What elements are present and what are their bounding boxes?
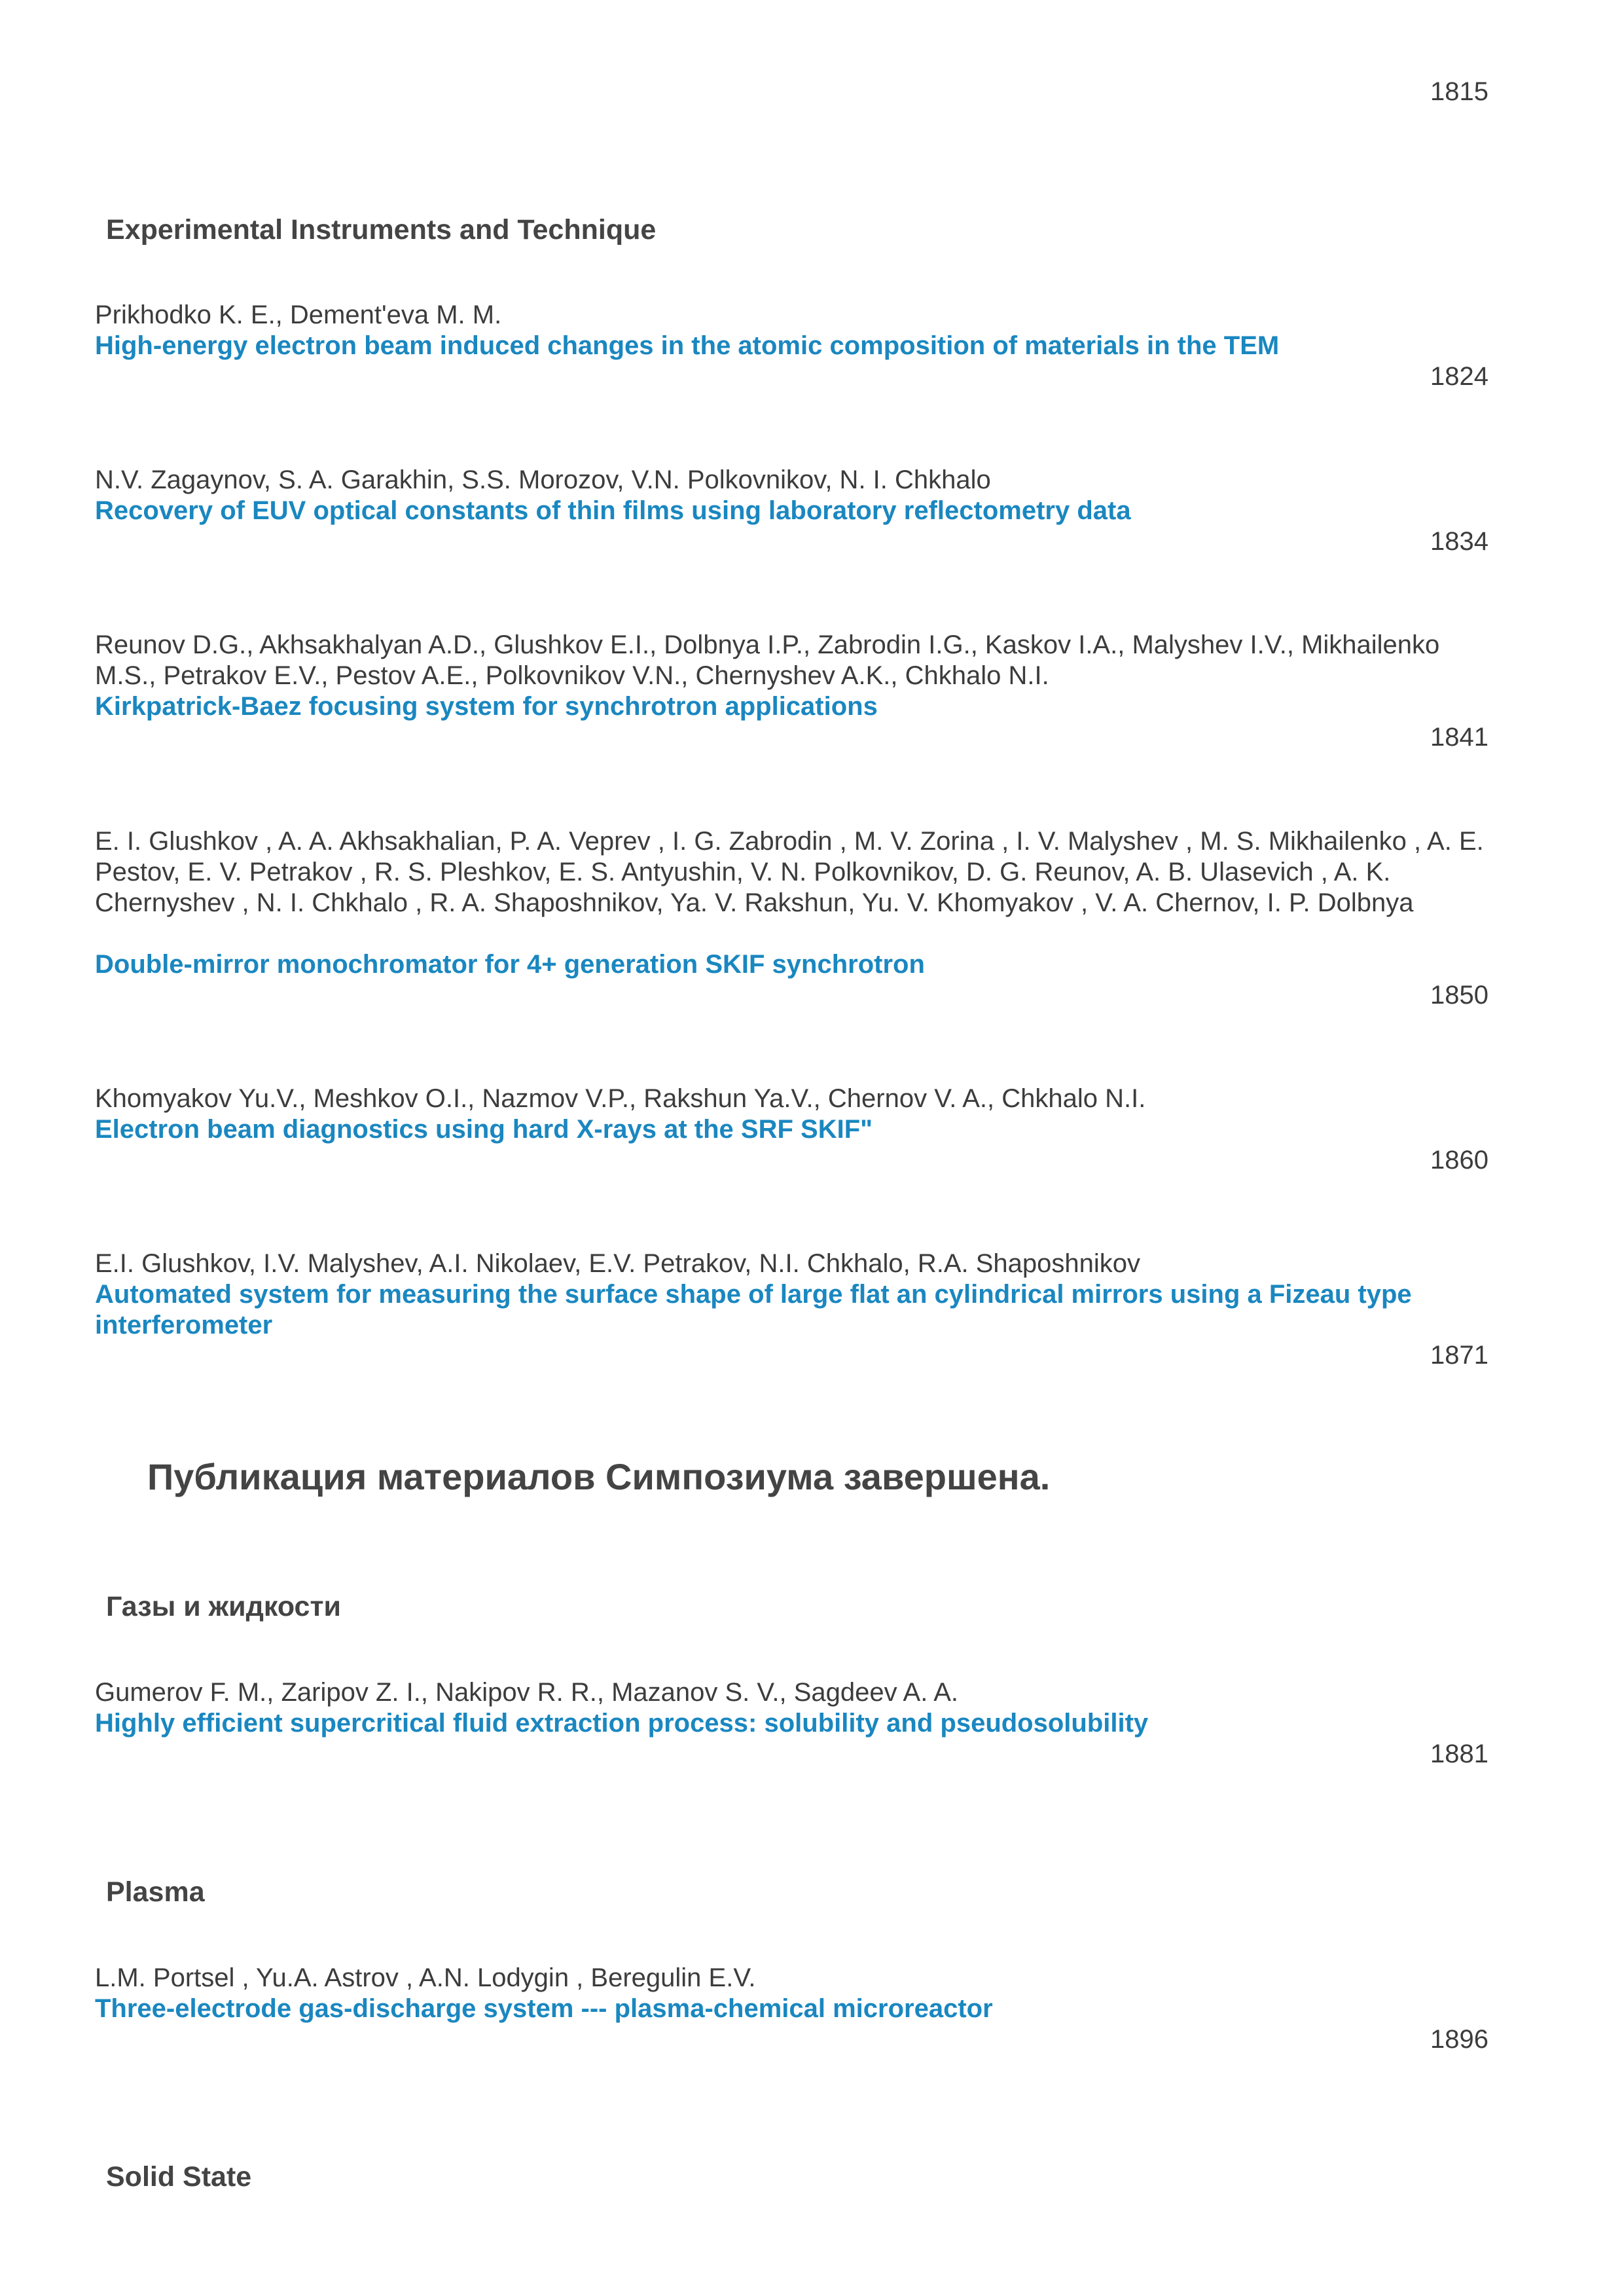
entry-authors: Reunov D.G., Akhsakhalyan A.D., Glushkov E.I., Dolbnya I.P., Zabrodin I.G., Kaskov I.A., Malyshev I.V., Mikhailenko M.S., Petrakov E.V., Pestov A.E., Polkovnikov V.N., Chernyshev A.K., Chkhalo N.I. bbox=[95, 630, 1440, 690]
entry-authors: L.M. Portsel , Yu.A. Astrov , A.N. Lodygin , Beregulin E.V. bbox=[95, 1963, 756, 1992]
entry-title-link[interactable]: Automated system for measuring the surface shape of large flat an cylindrical mirrors using a Fizeau type interferometer bbox=[95, 1280, 1412, 1339]
completion-notice: Публикация материалов Симпозиума завершена. bbox=[147, 1456, 1051, 1497]
entry-authors: N.V. Zagaynov, S. A. Garakhin, S.S. Morozov, V.N. Polkovnikov, N. I. Chkhalo bbox=[95, 465, 991, 494]
page-number-top: 1815 bbox=[1430, 77, 1488, 106]
entry-authors: E.I. Glushkov, I.V. Malyshev, A.I. Nikolaev, E.V. Petrakov, N.I. Chkhalo, R.A. Shaposhnikov bbox=[95, 1249, 1141, 1278]
entry-page-number: 1896 bbox=[1430, 2025, 1488, 2054]
entry-authors: Prikhodko K. E., Dement'eva M. M. bbox=[95, 301, 502, 329]
entry-page-number: 1824 bbox=[1430, 362, 1488, 391]
entry-title-link[interactable]: Electron beam diagnostics using hard X-rays at the SRF SKIF" bbox=[95, 1115, 873, 1144]
section-heading-plasma: Plasma bbox=[106, 1876, 205, 1908]
entry-title-link[interactable]: Three-electrode gas-discharge system --- plasma-chemical microreactor bbox=[95, 1994, 993, 2023]
entry-page-number: 1860 bbox=[1430, 1146, 1488, 1175]
entry-title-link[interactable]: Highly efficient supercritical fluid extraction process: solubility and pseudosolubility bbox=[95, 1709, 1149, 1738]
section-heading-gases-liquids: Газы и жидкости bbox=[106, 1591, 341, 1622]
entry-title-link[interactable]: Double-mirror monochromator for 4+ generation SKIF synchrotron bbox=[95, 950, 925, 979]
entry-page-number: 1871 bbox=[1430, 1341, 1488, 1370]
entry-authors: Gumerov F. M., Zaripov Z. I., Nakipov R. R., Mazanov S. V., Sagdeev A. A. bbox=[95, 1678, 959, 1707]
entry-authors: E. I. Glushkov , A. A. Akhsakhalian, P. A. Veprev , I. G. Zabrodin , M. V. Zorina , I. V. Malyshev , M. S. Mikhailenko , A. E. Pestov, E. V. Petrakov , R. S. Pleshkov, E. S. Antyushin, V. N. Polkovnikov, D. G. Reunov, A. B. Ulasevich , A. K. Chernyshev , N. I. Chkhalo , R. A. Shaposhnikov, Ya. V. Rakshun, Yu. V. Khomyakov , V. A. Chernov, I. P. Dolbnya bbox=[95, 827, 1484, 917]
entry-page-number: 1850 bbox=[1430, 981, 1488, 1010]
entry-title-link[interactable]: Kirkpatrick-Baez focusing system for synchrotron applications bbox=[95, 692, 878, 721]
entry-authors: Khomyakov Yu.V., Meshkov O.I., Nazmov V.P., Rakshun Ya.V., Chernov V. A., Chkhalo N.I. bbox=[95, 1084, 1146, 1113]
entry-page-number: 1881 bbox=[1430, 1740, 1488, 1768]
entry-title-link[interactable]: High-energy electron beam induced changes in the atomic composition of materials in the TEM bbox=[95, 331, 1280, 360]
entry-page-number: 1834 bbox=[1430, 527, 1488, 556]
section-heading-experimental: Experimental Instruments and Technique bbox=[106, 214, 657, 246]
section-heading-solid-state: Solid State bbox=[106, 2161, 252, 2193]
entry-title-link[interactable]: Recovery of EUV optical constants of thin films using laboratory reflectometry data bbox=[95, 496, 1131, 525]
entry-page-number: 1841 bbox=[1430, 723, 1488, 752]
